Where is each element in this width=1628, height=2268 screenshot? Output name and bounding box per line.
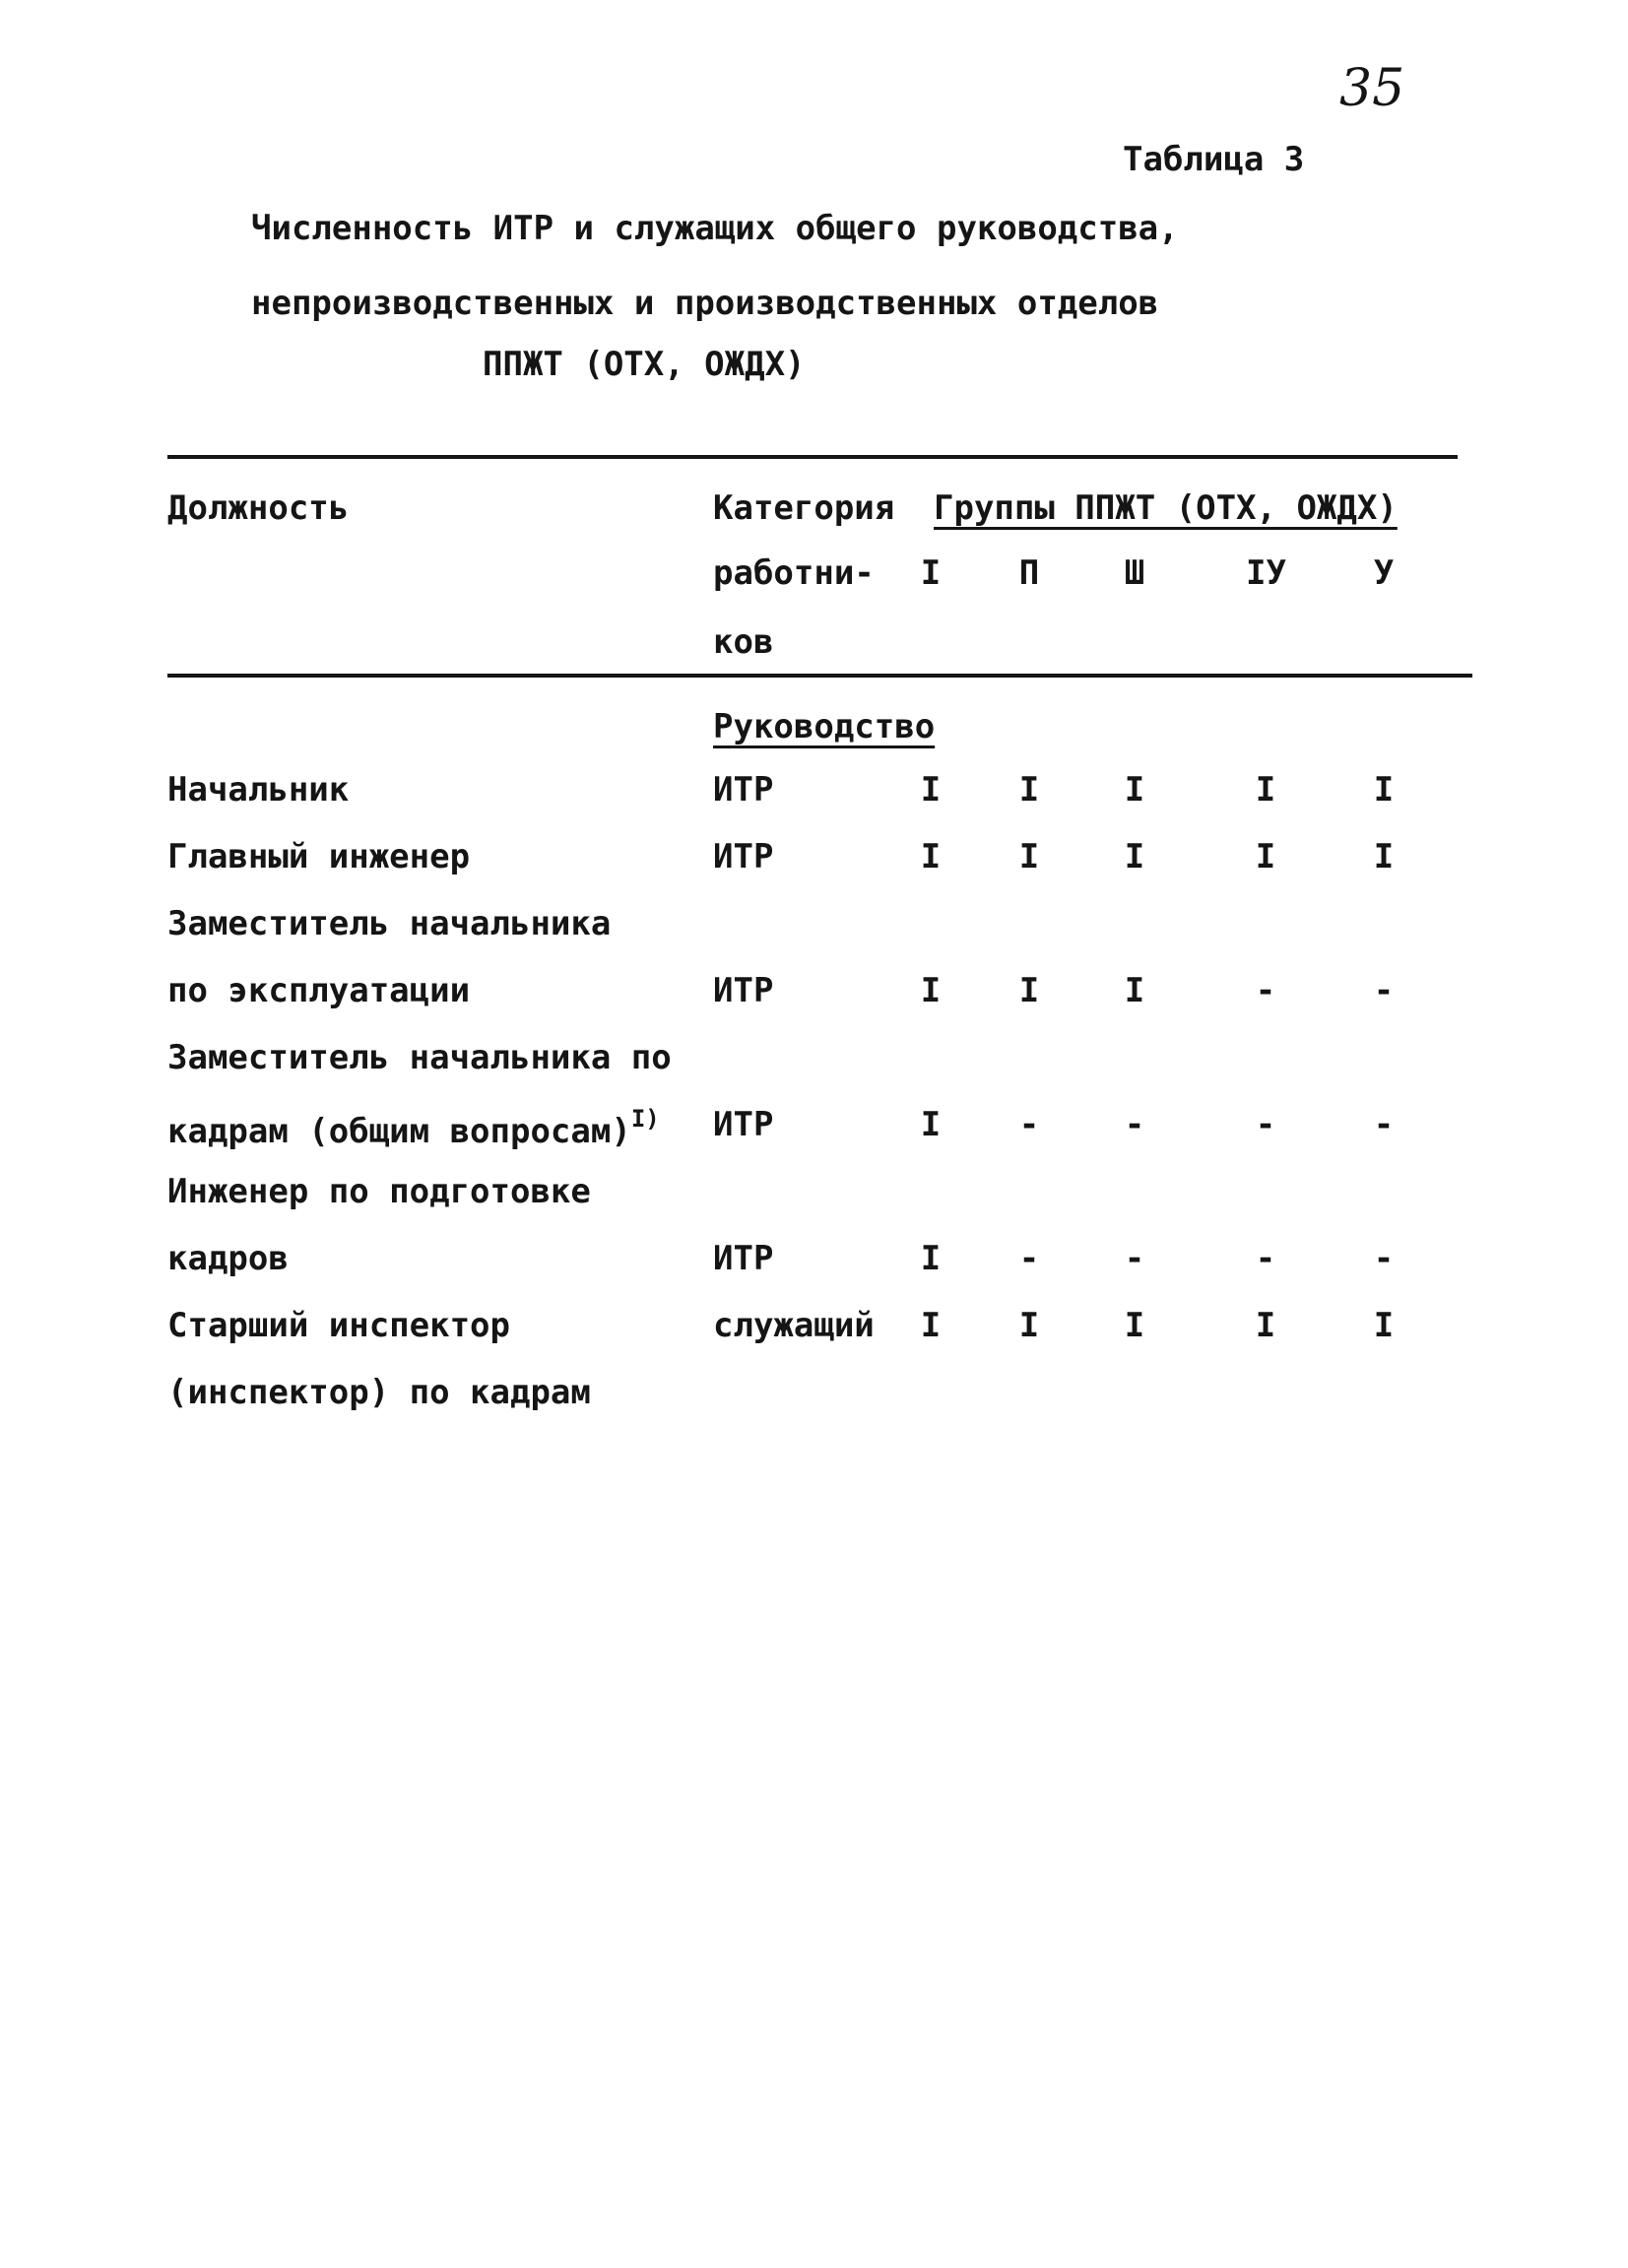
row-value: I (1255, 1306, 1276, 1345)
table-top-rule (167, 455, 1458, 459)
row-name: Главный инженер (167, 837, 471, 876)
row-value: - (1373, 1105, 1395, 1144)
page-number: 35 (1339, 59, 1405, 118)
header-category-line-3: ков (713, 622, 774, 662)
row-value: - (1124, 1105, 1145, 1144)
row-name: Инженер по подготовке (167, 1172, 591, 1211)
row-value: - (1373, 971, 1395, 1010)
row-value: - (1255, 1105, 1276, 1144)
row-value: I (1373, 837, 1395, 876)
row-name-continued: (инспектор) по кадрам (167, 1373, 591, 1412)
header-position: Должность (167, 488, 350, 528)
row-value: I (1255, 837, 1276, 876)
row-name-text: кадрам (общим вопросам) (167, 1112, 631, 1151)
section-heading: Руководство (713, 707, 936, 746)
row-name: Заместитель начальника (167, 904, 612, 943)
row-name-continued (167, 1105, 660, 1151)
row-value: I (920, 1105, 942, 1144)
row-name-continued: по эксплуатации (167, 971, 471, 1010)
row-name: Старший инспектор (167, 1306, 510, 1345)
row-category: ИТР (713, 770, 774, 810)
table-label: Таблица 3 (1123, 140, 1305, 179)
row-category: ИТР (713, 837, 774, 876)
row-name: Заместитель начальника по (167, 1038, 672, 1077)
row-value: I (1373, 1306, 1395, 1345)
header-group-col-2: П (1018, 553, 1040, 593)
header-group-col-1: I (920, 553, 942, 593)
header-group-col-4: IУ (1246, 553, 1286, 593)
row-value: - (1255, 1239, 1276, 1278)
row-name: Начальник (167, 770, 350, 810)
footnote-marker: I) (630, 1105, 660, 1133)
row-value: I (920, 1239, 942, 1278)
row-value: I (1373, 770, 1395, 810)
table-title-line-1: Численность ИТР и служащих общего руководства, (251, 209, 1179, 248)
row-value: - (1018, 1105, 1040, 1144)
header-group-col-3: Ш (1124, 553, 1145, 593)
row-category: служащий (713, 1306, 875, 1345)
row-value: I (920, 770, 942, 810)
row-value: - (1373, 1239, 1395, 1278)
row-value: - (1255, 971, 1276, 1010)
row-value: - (1018, 1239, 1040, 1278)
row-value: I (1124, 1306, 1145, 1345)
row-name-continued: кадров (167, 1239, 289, 1278)
row-value: I (1018, 971, 1040, 1010)
table-title-line-2: непроизводственных и производственных отделов (251, 284, 1159, 323)
header-category-line-1: Категория (713, 488, 895, 528)
header-bottom-rule (167, 674, 1472, 678)
header-category-line-2: работни- (713, 553, 875, 593)
row-category: ИТР (713, 971, 774, 1010)
header-groups: Группы ППЖТ (ОТХ, ОЖДХ) (934, 488, 1398, 528)
row-category: ИТР (713, 1105, 774, 1144)
row-category: ИТР (713, 1239, 774, 1278)
row-value: I (1124, 770, 1145, 810)
row-value: I (920, 1306, 942, 1345)
row-value: I (1255, 770, 1276, 810)
row-value: I (920, 971, 942, 1010)
row-value: - (1124, 1239, 1145, 1278)
row-value: I (920, 837, 942, 876)
row-value: I (1124, 971, 1145, 1010)
row-value: I (1018, 1306, 1040, 1345)
row-value: I (1018, 837, 1040, 876)
row-value: I (1018, 770, 1040, 810)
table-title-line-3: ППЖТ (ОТХ, ОЖДХ) (483, 345, 806, 384)
row-value: I (1124, 837, 1145, 876)
header-group-col-5: У (1373, 553, 1395, 593)
